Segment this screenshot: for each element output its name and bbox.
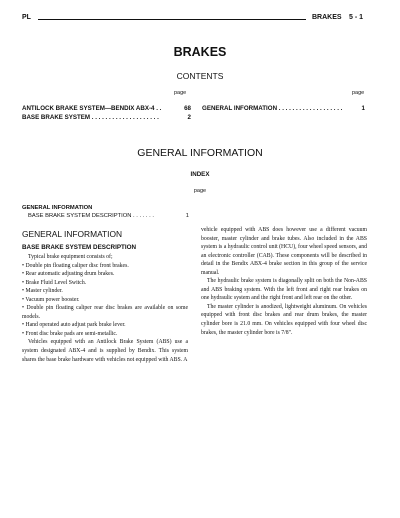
list-item: • Front disc brake pads are semi-metallic. — [22, 330, 118, 337]
abs-paragraph: Vehicles equipped with an Antilock Brake System (ABS) use a system designated ABX-4 and is supplied by Bendix. This system shares the base brake hardware with vehicles not equipped with ABS. A — [22, 339, 188, 363]
toc-entry-dots: . . — [154, 105, 162, 112]
list-item: • Vacuum power booster. — [22, 296, 80, 303]
toc-entry-page: 2 — [187, 114, 191, 121]
header-section-title: BRAKES — [312, 14, 342, 21]
section-heading: GENERAL INFORMATION — [22, 229, 123, 239]
header-rule — [38, 19, 306, 20]
list-item: • Double pin floating caliper rear disc brakes are available on some models. — [22, 305, 188, 320]
subsection-heading: BASE BRAKE SYSTEM DESCRIPTION — [22, 244, 137, 251]
toc-entry-label: GENERAL INFORMATION — [202, 105, 278, 112]
toc-entry-general-info[interactable] — [202, 104, 365, 113]
list-item: • Master cylinder. — [22, 288, 63, 295]
paragraph: The master cylinder is anodized, lightweight aluminum. On vehicles equipped with front disc brakes and rear drum brakes, the master cylinder bore is 21.0 mm. On vehicles equipped with four wheel disc brakes, the master cylinder bore is 7/8". — [201, 303, 367, 336]
general-information-heading: GENERAL INFORMATION — [137, 147, 263, 159]
index-entry-dots: . . . . . . . — [131, 213, 154, 219]
header-left-label: PL — [22, 14, 31, 21]
list-item: • Brake Fluid Level Switch. — [22, 279, 87, 286]
header-page-number: 5 - 1 — [349, 14, 364, 21]
toc-entry-base-brake[interactable] — [22, 113, 191, 122]
index-heading: INDEX — [190, 171, 210, 178]
index-entry-label: BASE BRAKE SYSTEM DESCRIPTION — [28, 213, 132, 219]
contents-page-label-left: page — [174, 90, 187, 96]
toc-entry-page: 1 — [361, 105, 365, 112]
index-group-heading: GENERAL INFORMATION — [22, 205, 93, 211]
toc-entry-label: BASE BRAKE SYSTEM — [22, 114, 91, 121]
list-item: • Hand operated auto adjust park brake lever. — [22, 322, 126, 329]
paragraph: vehicle equipped with ABS does however use a different vacuum booster, master cylinder and brake tubes. Also included in the ABS system is a hydraulic control unit (HCU), four wheel speed sensors, and an electronic controller (CAB). These components will be described in detail in the Bendix ABX-4 brake section in this group of the service manual. — [201, 227, 367, 276]
toc-entry-label: ANTILOCK BRAKE SYSTEM—BENDIX ABX-4 — [22, 105, 155, 112]
contents-heading: CONTENTS — [176, 71, 224, 81]
index-page-label: page — [193, 188, 207, 194]
list-item: • Double pin floating caliper disc front brakes. — [22, 262, 129, 269]
paragraph: The hydraulic brake system is diagonally split on both the Non-ABS and ABS braking system. With the left front and right rear brakes on one hydraulic system and the right front and left rear on the other. — [201, 278, 367, 302]
toc-entry-antilock[interactable] — [22, 104, 191, 113]
page-title: BRAKES — [173, 45, 227, 59]
contents-page-label-right: page — [352, 90, 365, 96]
toc-entry-page: 68 — [184, 105, 191, 112]
index-entry-page: 1 — [185, 213, 189, 219]
left-column — [22, 253, 188, 364]
intro-paragraph: Typical brake equipment consists of; — [28, 254, 113, 260]
toc-entry-dots: . . . . . . . . . . . . . . . . . . . — [277, 105, 343, 112]
right-column — [201, 226, 367, 337]
toc-entry-dots: . . . . . . . . . . . . . . . . . . . . — [90, 114, 159, 121]
index-entry-base-brake[interactable] — [28, 212, 189, 220]
list-item: • Rear automatic adjusting drum brakes. — [22, 271, 115, 278]
